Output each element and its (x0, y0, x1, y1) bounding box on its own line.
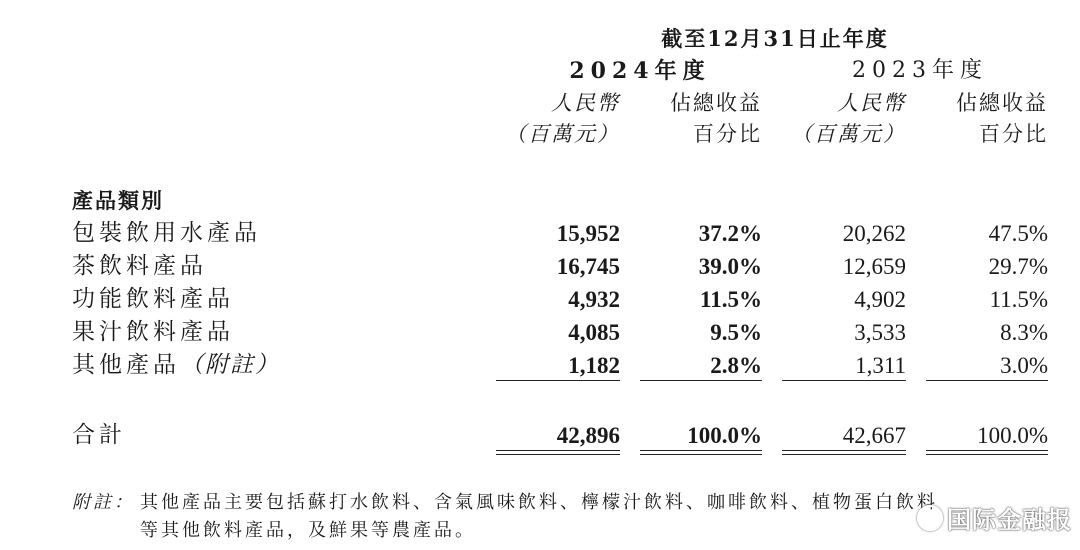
pct-2024: 37.2% (698, 221, 762, 246)
total-double-rule (782, 450, 906, 455)
watermark-text: 国际金融报 (947, 506, 1072, 534)
row-label: 茶飲料產品 (72, 253, 207, 279)
pct-2023: 3.0% (1000, 353, 1048, 378)
pct-2023: 11.5% (989, 287, 1048, 312)
amount-2023: 20,262 (842, 221, 906, 246)
pct-2024: 11.5% (700, 287, 762, 312)
row-label: 果汁飲料產品 (72, 319, 234, 345)
pct-2024: 39.0% (698, 254, 762, 279)
footnote-marker: 附註： (72, 492, 135, 513)
col-pct-2024-line2: 百分比 (693, 122, 762, 146)
total-double-rule (640, 450, 762, 455)
total-amount-2023: 42,667 (842, 423, 906, 448)
amount-2024: 1,182 (568, 353, 620, 378)
footnote-line1: 其他產品主要包括蘇打水飲料、含氣風味飲料、檸檬汁飲料、咖啡飲料、植物蛋白飲料 (140, 492, 938, 513)
col-pct-2024-line1: 佔總收益 (670, 91, 762, 115)
footnote-line2: 等其他飲料產品，及鮮果等農產品。 (140, 520, 476, 541)
col-amount-2024-line2: （百萬元） (505, 122, 620, 146)
amount-2024: 16,745 (556, 254, 620, 279)
row-label: 功能飲料產品 (72, 286, 234, 312)
col-pct-2023-line1: 佔總收益 (956, 91, 1048, 115)
col-pct-2023-line2: 百分比 (979, 122, 1048, 146)
amount-2023: 3,533 (854, 320, 906, 345)
subtotal-rule (782, 380, 906, 381)
pct-2023: 8.3% (1000, 320, 1048, 345)
amount-2024: 4,932 (568, 287, 620, 312)
amount-2023: 1,311 (855, 353, 906, 378)
row-label (72, 354, 280, 377)
section-title: 產品類別 (72, 188, 164, 213)
pct-2024: 2.8% (710, 353, 762, 378)
period-header: 截至12月31日止年度 (661, 26, 889, 51)
pct-2023: 29.7% (988, 254, 1048, 279)
col-amount-2023-line1: 人民幣 (837, 91, 906, 115)
subtotal-rule (926, 380, 1048, 381)
subtotal-rule (640, 380, 762, 381)
amount-2024: 4,085 (568, 320, 620, 345)
year-2023-header: 2023年度 (852, 58, 988, 83)
total-amount-2024: 42,896 (556, 423, 620, 448)
total-double-rule (926, 450, 1048, 455)
row-label-note: （附註） (180, 352, 280, 378)
year-2024-header: 2024年度 (569, 58, 711, 84)
row-label-text: 其他產品 (72, 352, 180, 378)
col-amount-2023-line2: （百萬元） (791, 122, 906, 146)
watermark-logo-icon (917, 505, 943, 531)
watermark (917, 500, 1072, 535)
total-pct-2024: 100.0% (687, 423, 762, 448)
pct-2024: 9.5% (710, 320, 762, 345)
amount-2024: 15,952 (556, 221, 620, 246)
amount-2023: 4,902 (854, 287, 906, 312)
total-double-rule (496, 450, 620, 455)
amount-2023: 12,659 (842, 254, 906, 279)
total-label: 合計 (72, 422, 126, 448)
col-amount-2024-line1: 人民幣 (551, 91, 620, 115)
row-label: 包裝飲用水產品 (72, 220, 261, 246)
pct-2023: 47.5% (988, 221, 1048, 246)
subtotal-rule (496, 380, 620, 381)
total-pct-2023: 100.0% (977, 423, 1048, 448)
